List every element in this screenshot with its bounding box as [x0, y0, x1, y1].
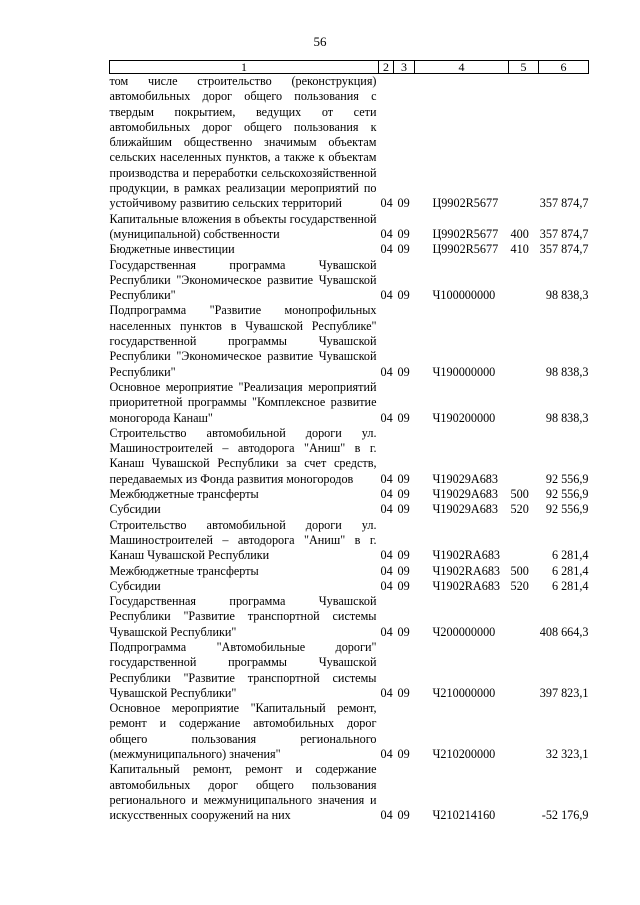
row-subsection: 09 [397, 624, 410, 639]
row-subsection: 09 [397, 563, 410, 578]
row-amount: 408 664,3 [539, 624, 589, 639]
row-expense-type [509, 640, 539, 701]
header-col-amount: 6 [539, 61, 589, 74]
row-expense-type: 520 [510, 502, 529, 517]
table-row [110, 640, 589, 701]
row-amount: 357 874,7 [539, 196, 589, 211]
row-target-code: Ч210214160 [432, 808, 496, 823]
row-subsection: 09 [397, 471, 410, 486]
row-subsection: 09 [397, 747, 410, 762]
header-col-name: 1 [110, 61, 379, 74]
row-name: Основное мероприятие "Капитальный ремонт, ремонт и содержание автомобильных дорог общего пользования регионального (межмуниципального) значения" [109, 701, 377, 762]
row-target-code: Ч19029А683 [432, 471, 498, 486]
row-name: Субсидии [109, 502, 161, 517]
row-subsection: 09 [397, 808, 410, 823]
header-col-subsection: 3 [394, 61, 415, 74]
row-name: Государственная программа Чувашской Республики "Экономическое развитие Чувашской Республики" [109, 257, 377, 303]
row-expense-type: 520 [510, 578, 529, 593]
row-section: 04 [380, 226, 393, 241]
header-col-section: 2 [379, 61, 394, 74]
row-subsection: 09 [397, 364, 410, 379]
row-section: 04 [380, 502, 393, 517]
row-name: Подпрограмма "Развитие монопрофильных населенных пунктов в Чувашской Республике" государственной программы Чувашской Республики "Экономическое развитие Чувашской Республики" [109, 303, 377, 379]
row-target-code: Ц9902R5677 [432, 226, 499, 241]
row-target-code: Ч190000000 [432, 364, 496, 379]
row-target-code: Ч100000000 [432, 288, 496, 303]
header-row [110, 61, 589, 74]
row-subsection: 09 [397, 226, 410, 241]
table-row [110, 242, 589, 257]
row-name: Межбюджетные трансферты [109, 487, 259, 502]
row-amount: 92 556,9 [545, 502, 589, 517]
row-amount: 397 823,1 [539, 685, 589, 700]
row-target-code: Ч1902RА683 [432, 563, 501, 578]
row-section: 04 [380, 196, 393, 211]
row-name: Бюджетные инвестиции [109, 242, 235, 257]
row-name: Капитальные вложения в объекты государственной (муниципальной) собственности [109, 211, 377, 241]
row-section: 04 [380, 747, 393, 762]
table-row [110, 518, 589, 564]
row-section: 04 [380, 364, 393, 379]
row-section: 04 [380, 548, 393, 563]
row-expense-type [509, 594, 539, 640]
row-name: Строительство автомобильной дороги ул. Машиностроителей – автодорога "Аниш" в г. Канаш Чувашской Республики [109, 517, 377, 563]
row-expense-type: 400 [510, 226, 529, 241]
row-section: 04 [380, 487, 393, 502]
row-target-code: Ч190200000 [432, 410, 496, 425]
table-row [110, 380, 589, 426]
row-expense-type: 500 [510, 487, 529, 502]
row-amount: 6 281,4 [551, 563, 589, 578]
row-subsection: 09 [397, 487, 410, 502]
row-target-code: Ч200000000 [432, 624, 496, 639]
row-expense-type: 500 [510, 563, 529, 578]
row-subsection: 09 [397, 502, 410, 517]
page-number: 56 [313, 34, 327, 49]
row-amount: 357 874,7 [539, 242, 589, 257]
row-name: Межбюджетные трансферты [109, 563, 259, 578]
row-amount: 6 281,4 [551, 548, 589, 563]
table-row [110, 487, 589, 502]
row-section: 04 [380, 563, 393, 578]
row-subsection: 09 [397, 548, 410, 563]
row-target-code: Ч210200000 [432, 747, 496, 762]
row-amount: 98 838,3 [545, 364, 589, 379]
row-section: 04 [380, 288, 393, 303]
row-target-code: Ц9902R5677 [432, 242, 499, 257]
row-amount: 92 556,9 [545, 487, 589, 502]
row-expense-type [509, 303, 539, 379]
table-row [110, 502, 589, 517]
row-name: Подпрограмма "Автомобильные дороги" государственной программы Чувашской Республики "Развитие транспортной системы Чувашской Республики" [109, 639, 377, 700]
row-section: 04 [380, 471, 393, 486]
row-name: том числе строительство (реконструкция) автомобильных дорог общего пользования с твердым покрытием, ведущих от сети автомобильных дорог общего пользования к ближайшим общественно значимым объектам сельских населенных пунктов, а также к объектам производства и переработки сельскохозяйственной продукции, в рамках реализации мероприятий по устойчивому развитию сельских территорий [109, 74, 377, 211]
row-amount: -52 176,9 [541, 808, 589, 823]
row-amount: 98 838,3 [545, 410, 589, 425]
table-row [110, 579, 589, 594]
row-section: 04 [380, 410, 393, 425]
header-col-target-code: 4 [415, 61, 509, 74]
table-row [110, 564, 589, 579]
row-section: 04 [380, 808, 393, 823]
row-expense-type [509, 380, 539, 426]
row-name: Государственная программа Чувашской Республики "Развитие транспортной системы Чувашской Республики" [109, 594, 377, 639]
row-name: Строительство автомобильной дороги ул. Машиностроителей – автодорога "Аниш" в г. Канаш Чувашской Республики за счет средств, передаваемых из Фонда развития моногородов [109, 425, 377, 486]
header-col-expense-type: 5 [509, 61, 539, 74]
row-subsection: 09 [397, 242, 410, 257]
table-row [110, 303, 589, 379]
row-target-code: Ч210000000 [432, 685, 496, 700]
row-subsection: 09 [397, 685, 410, 700]
row-section: 04 [380, 685, 393, 700]
row-target-code: Ч1902RА683 [432, 578, 501, 593]
row-amount: 6 281,4 [551, 578, 589, 593]
row-expense-type: 410 [510, 242, 529, 257]
row-expense-type [509, 518, 539, 564]
table-row [110, 426, 589, 487]
table-row [110, 762, 589, 823]
table-row [110, 74, 589, 212]
row-name: Капитальный ремонт, ремонт и содержание автомобильных дорог общего пользования регионального и межмуниципального значения и искусственных сооружений на них [109, 762, 377, 823]
row-subsection: 09 [397, 288, 410, 303]
row-expense-type [509, 74, 539, 212]
row-name: Субсидии [109, 578, 161, 593]
budget-table [109, 60, 589, 824]
row-section: 04 [380, 624, 393, 639]
table-row [110, 701, 589, 762]
row-section: 04 [380, 578, 393, 593]
row-target-code: Ц9902R5677 [432, 196, 499, 211]
row-amount: 98 838,3 [545, 288, 589, 303]
table-row [110, 594, 589, 640]
table-header [110, 61, 589, 74]
row-expense-type [509, 762, 539, 823]
row-expense-type [509, 258, 539, 304]
table-body [110, 74, 589, 824]
row-section: 04 [380, 242, 393, 257]
row-target-code: Ч19029А683 [432, 502, 498, 517]
row-target-code: Ч19029А683 [432, 487, 498, 502]
row-amount: 32 323,1 [545, 747, 589, 762]
table-row [110, 212, 589, 243]
row-subsection: 09 [397, 410, 410, 425]
row-target-code: Ч1902RА683 [432, 548, 501, 563]
row-amount: 357 874,7 [539, 226, 589, 241]
row-subsection: 09 [397, 578, 410, 593]
row-amount: 92 556,9 [545, 471, 589, 486]
table-row [110, 258, 589, 304]
row-subsection: 09 [397, 196, 410, 211]
row-name: Основное мероприятие "Реализация мероприятий приоритетной программы "Комплексное развитие моногорода Канаш" [109, 379, 377, 425]
row-expense-type [509, 701, 539, 762]
row-expense-type [509, 426, 539, 487]
